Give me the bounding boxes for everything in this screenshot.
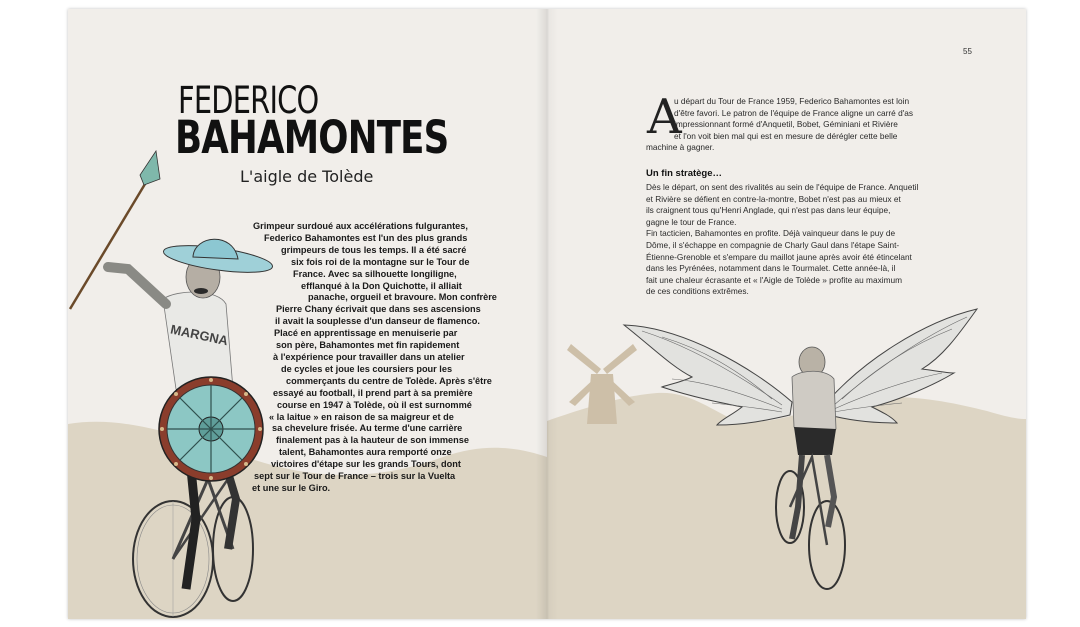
intro-line: grimpeurs de tous les temps. Il a été sacré (281, 244, 467, 255)
left-page (68, 9, 547, 619)
lead-line: et l'on voit bien mal qui est en mesure de dérégler cette belle (674, 130, 898, 141)
intro-line: panache, orgueil et bravoure. Mon confrère (308, 292, 497, 303)
intro-line: course en 1947 à Tolède, où il est surnommé (277, 399, 472, 410)
intro-line: sa chevelure frisée. Au terme d'une carrière (272, 423, 463, 434)
title-first-name: FEDERICO (178, 79, 319, 122)
intro-line: son père, Bahamontes met fin rapidement (276, 340, 460, 351)
subtitle: L'aigle de Tolède (240, 167, 374, 186)
lead-line: d'être favori. Le patron de l'équipe de France aligne un carré d'as (674, 107, 914, 118)
intro-line: sept sur le Tour de France – trois sur la Vuelta (254, 471, 456, 482)
intro-line: France. Avec sa silhouette longiligne, (293, 268, 457, 279)
intro-line: essayé au football, il prend part à sa première (273, 387, 473, 398)
intro-line: six fois roi de la montagne sur le Tour de (291, 256, 470, 267)
section-line: et Rivière se défient en contre-la-montre, Bobet n'est pas au mieux et (646, 193, 901, 204)
intro-line: Federico Bahamontes est l'un des plus grands (264, 232, 468, 243)
section-line: de ces conditions extrêmes. (646, 286, 749, 297)
section-line: Fin tacticien, Bahamontes en profite. Déjà vainqueur dans le puy de (646, 228, 896, 239)
section-line: Dôme, il s'échappe en compagnie de Charly Gaul dans l'étape Saint- (646, 239, 900, 250)
section-heading: Un fin stratège… (646, 168, 723, 179)
intro-line: victoires d'étape sur les grands Tours, dont (271, 459, 461, 470)
lead-line: u départ du Tour de France 1959, Federico Bahamontes est loin (674, 96, 910, 106)
page-number: 55 (963, 47, 972, 56)
intro-line: commerçants du centre de Tolède. Après s'être (286, 375, 492, 386)
intro-paragraph (238, 221, 497, 495)
drop-cap: A (647, 89, 682, 145)
section-paragraph (646, 182, 1006, 298)
intro-line: Pierre Chany écrivait que dans ses ascensions (276, 304, 481, 315)
intro-line: finalement pas à la hauteur de son immense (276, 435, 469, 446)
intro-line: « la laitue » en raison de sa maigreur et de (269, 411, 454, 422)
section-line: Dès le départ, on sent des rivalités au sein de l'équipe de France. Anquetil (646, 182, 919, 192)
winged-cyclist-illustration (622, 307, 982, 597)
lead-line: impressionnant formé d'Anquetil, Bobet, Géminiani et Rivière (674, 119, 898, 130)
lead-line: machine à gagner. (646, 142, 715, 153)
section-line: gagne le tour de France. (646, 216, 737, 227)
intro-line: et une sur le Giro. (252, 482, 331, 493)
lead-paragraph (646, 96, 966, 154)
intro-line: il avait la souplesse d'un danseur de flamenco. (275, 316, 480, 327)
jersey-lettering: MARGNA (169, 321, 230, 349)
intro-line: Grimpeur surdoué aux accélérations fulgurantes, (253, 221, 468, 231)
intro-line: efflanqué à la Don Quichotte, il alliait (301, 280, 462, 291)
intro-line: talent, Bahamontes aura remporté onze (279, 447, 452, 458)
intro-line: à l'expérience pour travailler dans un atelier (273, 351, 465, 362)
section-line: fait une chaleur écrasante et « l'Aigle de Tolède » profite au maximum (646, 274, 903, 285)
intro-line: de cycles et joue les coursiers pour les (281, 363, 453, 374)
intro-line: Placé en apprentissage en menuiserie par (274, 328, 458, 339)
section-line: Étienne-Grenoble et s'empare du maillot jaune après avoir été étincelant (646, 251, 912, 262)
section-line: ils craignent tous qu'Henri Anglade, qui n'est pas dans leur équipe, (646, 205, 891, 216)
title-last-name: BAHAMONTES (175, 111, 449, 164)
section-line: dans les Pyrénées, notamment dans le Tourmalet. Cette année-là, il (646, 263, 896, 274)
